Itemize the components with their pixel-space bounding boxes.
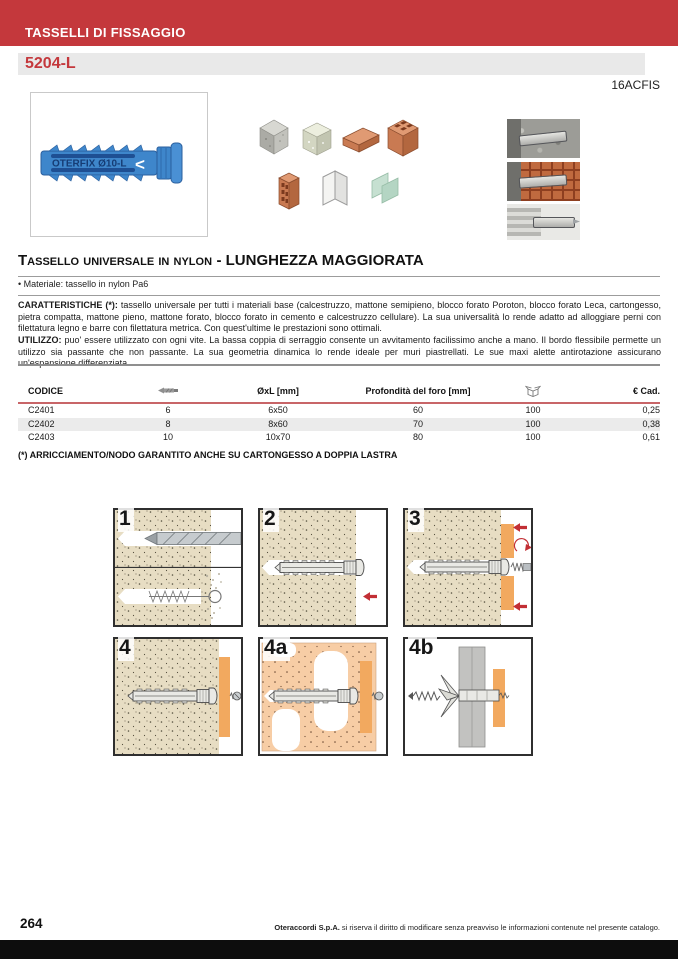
anchor-in-rail bbox=[533, 217, 575, 228]
cell-cad: 0,61 bbox=[642, 432, 660, 442]
panel-label: 3 bbox=[408, 507, 424, 532]
cell-profondita: 70 bbox=[412, 418, 423, 429]
cell-codice: C2402 bbox=[28, 418, 55, 429]
anchor-in-brick bbox=[519, 174, 568, 188]
table-row bbox=[18, 431, 660, 445]
table-header-profondita: Profondità del foro [mm] bbox=[365, 386, 471, 396]
section-title-main: Tassello universale in nylon bbox=[18, 252, 213, 269]
instruction-panel-4 bbox=[113, 637, 243, 756]
utilizzo-label: UTILIZZO: bbox=[18, 335, 62, 345]
application-photos bbox=[507, 119, 581, 241]
application-photo-rail bbox=[507, 204, 580, 240]
material-line: • Materiale: tassello in nylon Pa6 bbox=[18, 279, 660, 296]
instruction-panel-4b bbox=[403, 637, 533, 756]
cell-profondita: 80 bbox=[412, 432, 423, 442]
perforated-brick-icon bbox=[276, 170, 302, 212]
panel-label: 2 bbox=[263, 507, 279, 532]
cell-codice: C2401 bbox=[28, 405, 55, 415]
cell-oxl: 8x60 bbox=[268, 418, 288, 429]
hollow-block-icon bbox=[384, 116, 422, 160]
instruction-panel-4a bbox=[258, 637, 388, 756]
footer-disclaimer: Oteraccordi S.p.A. si riserva il diritto di modificare senza preavviso le informazioni contenute nel presente catalogo. bbox=[274, 923, 660, 932]
utilizzo-text: puo' essere utilizzato con ogni vite. La bassa coppia di serraggio consente un avvitamento facilissimo anche a mano. Il bordo flessibile permette un utilizzo sia passante che non passante. La sua geometria dinamica lo rende ideale per muri piastrellati. Le sue maxi alette antirotazione assicurano un'espansione differenziata. bbox=[18, 335, 661, 369]
insert-anchor-diagram bbox=[260, 510, 386, 625]
product-code: 5204-L bbox=[25, 55, 76, 72]
cell-oxl: 6x50 bbox=[268, 405, 288, 415]
application-photo-brick bbox=[507, 162, 580, 201]
table-row bbox=[18, 418, 660, 432]
panel-label: 4a bbox=[263, 636, 290, 661]
section-title bbox=[18, 252, 660, 277]
cell-cad: 0,38 bbox=[642, 418, 660, 429]
concrete-icon bbox=[256, 117, 292, 157]
package-icon bbox=[488, 384, 578, 399]
base-materials-icons bbox=[250, 112, 430, 222]
table-row bbox=[18, 404, 660, 418]
application-photo-concrete bbox=[507, 119, 580, 158]
screw-in-diagram bbox=[405, 510, 531, 625]
panel-label: 4 bbox=[118, 636, 134, 661]
instruction-panel-1 bbox=[113, 508, 243, 627]
product-photo-box bbox=[30, 92, 208, 237]
table-body bbox=[18, 404, 660, 445]
panel-label: 1 bbox=[118, 507, 134, 532]
category-bar bbox=[0, 0, 678, 46]
drill-icon bbox=[128, 386, 208, 397]
drill-and-clean-diagram bbox=[115, 510, 241, 625]
table-header-row bbox=[18, 380, 660, 404]
chevron-left-icon: < bbox=[135, 155, 145, 174]
nylon-anchor-image bbox=[37, 137, 201, 189]
cell-profondita: 60 bbox=[412, 405, 423, 415]
cell-codice: C2403 bbox=[28, 432, 55, 442]
cell-qty: 100 bbox=[525, 418, 541, 429]
cell-drill: 8 bbox=[165, 418, 171, 429]
caratteristiche-text: tassello universale per tutti i materiali base (calcestruzzo, mattone semipieno, blocco forato Poroton, blocco forato Leca, cartongesso, pietra compatta, mattone pieno, mattone forato, blocco forato in cemento e calcestruzzo cellulare). La sua universalità lo rende adatto ad alloggiare perni con filettatura legno e barre con filettatura metrica. Con quest'ultime le prestazioni sono ottimali. bbox=[18, 300, 661, 334]
cell-qty: 100 bbox=[525, 432, 541, 442]
cell-drill: 6 bbox=[165, 405, 171, 415]
page-number: 264 bbox=[20, 916, 43, 931]
instruction-panel-2 bbox=[258, 508, 388, 627]
cell-cad: 0,25 bbox=[642, 405, 660, 415]
page-ref: 16ACFIS bbox=[611, 78, 660, 92]
cell-drill: 10 bbox=[162, 432, 173, 442]
bottom-black-bar bbox=[0, 940, 678, 959]
solid-brick-icon bbox=[340, 124, 382, 156]
aerated-concrete-icon bbox=[300, 120, 334, 158]
company-name: Oteraccordi S.p.A. bbox=[274, 923, 340, 932]
table-header-oxl: ØxL [mm] bbox=[257, 386, 299, 396]
instruction-panel-3 bbox=[403, 508, 533, 627]
glass-panels-icon bbox=[368, 170, 408, 208]
product-code-strip bbox=[18, 53, 645, 75]
panel-label: 4b bbox=[408, 636, 437, 661]
section-title-suffix: - LUNGHEZZA MAGGIORATA bbox=[216, 252, 424, 269]
anchor-print-text: OTERFIX Ø10-L bbox=[52, 158, 127, 170]
table-header-codice: CODICE bbox=[28, 386, 64, 396]
caratteristiche-label: CARATTERISTICHE (*): bbox=[18, 300, 118, 310]
section-divider bbox=[18, 364, 660, 366]
cell-oxl: 10x70 bbox=[265, 432, 291, 442]
screw-tip bbox=[573, 219, 580, 224]
cell-qty: 100 bbox=[525, 405, 541, 415]
table-header-cad: € Cad. bbox=[632, 386, 660, 396]
category-title: TASSELLI DI FISSAGGIO bbox=[25, 25, 186, 40]
set-in-solid-diagram bbox=[115, 639, 241, 754]
corner-profile-icon bbox=[318, 168, 352, 208]
caratteristiche-paragraph bbox=[18, 300, 661, 335]
table-footnote: (*) ARRICCIAMENTO/NODO GARANTITO ANCHE SU CARTONGESSO A DOPPIA LASTRA bbox=[18, 450, 398, 460]
anchor-in-concrete bbox=[519, 131, 568, 147]
